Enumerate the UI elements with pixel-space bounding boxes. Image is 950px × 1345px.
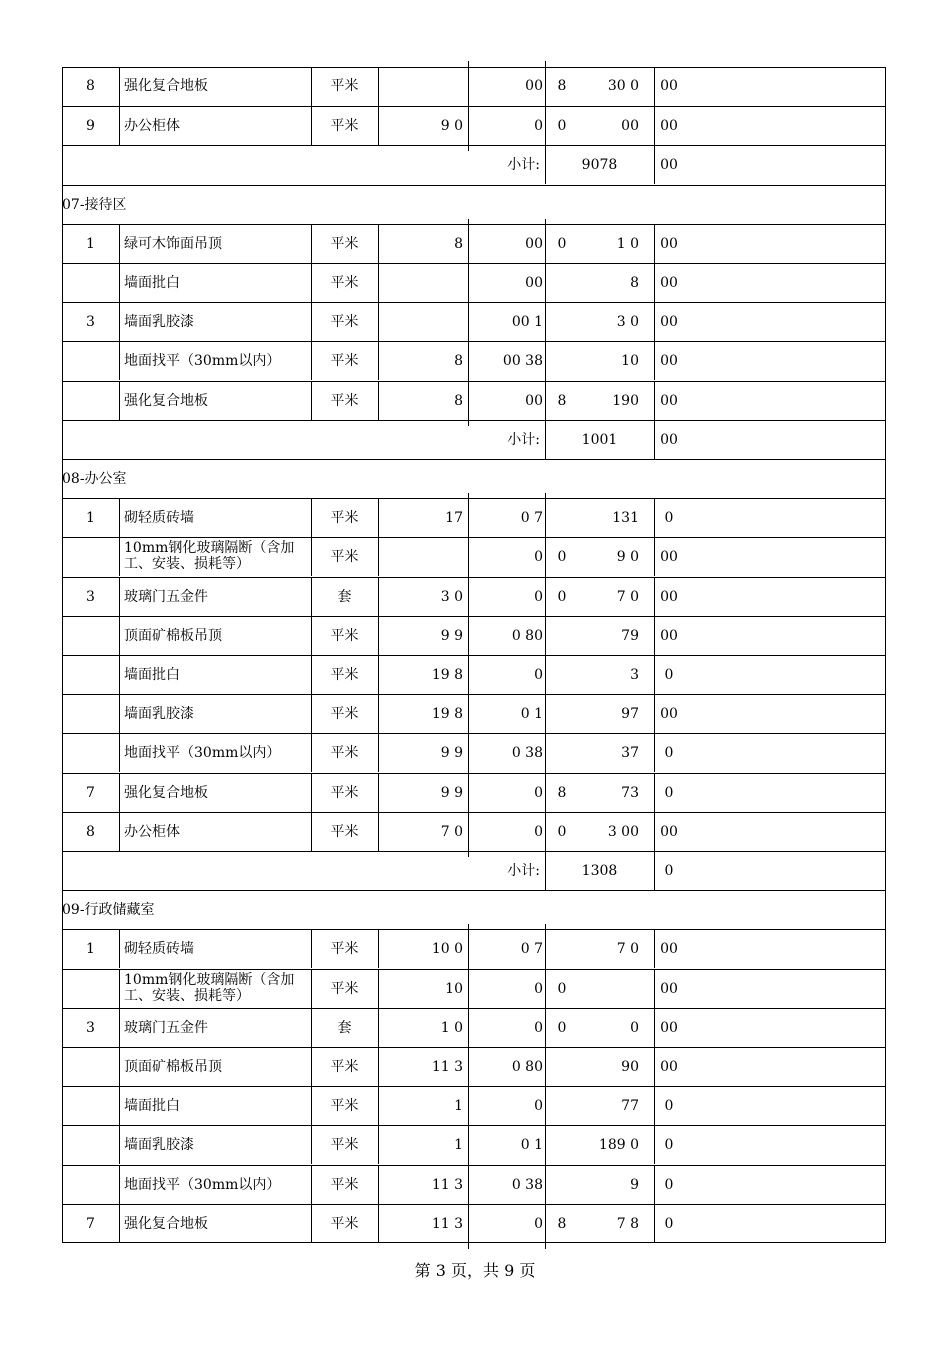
item-unit: 平米 (330, 1176, 359, 1193)
column-divider (654, 499, 655, 537)
item-amount (567, 970, 639, 1009)
item-unit: 平米 (330, 1098, 359, 1115)
column-divider (545, 807, 546, 857)
item-price-part: 0 (557, 823, 567, 840)
table-row (62, 969, 886, 1008)
column-divider (119, 499, 120, 537)
table-row (62, 1008, 886, 1047)
column-divider (119, 538, 120, 576)
item-unit-price: 0 (534, 118, 543, 135)
item-number: 7 (86, 784, 95, 801)
column-divider (468, 1199, 469, 1249)
item-unit-price: 00 (525, 235, 543, 252)
item-unit: 平米 (330, 980, 359, 997)
table-row (62, 1086, 886, 1125)
column-divider (654, 1087, 655, 1125)
item-unit-price: 0 38 (511, 745, 543, 762)
table-row (62, 537, 886, 576)
item-name: 强化复合地板 (124, 78, 208, 94)
item-name: 顶面矿棉板吊顶 (124, 1059, 222, 1075)
table-row (62, 655, 886, 694)
item-unit-price: 0 38 (511, 1176, 543, 1193)
item-unit: 平米 (330, 667, 359, 683)
item-quantity: 8 (454, 392, 463, 409)
item-unit: 平米 (330, 823, 359, 840)
item-cents: 00 (660, 353, 678, 370)
item-unit: 平米 (330, 1215, 359, 1232)
item-cents: 0 (664, 667, 674, 683)
table-row (62, 1047, 886, 1086)
item-amount: 3 0 (616, 314, 639, 331)
item-number (62, 1166, 119, 1205)
item-number (62, 1048, 119, 1087)
item-amount: 10 (621, 353, 639, 370)
item-name: 砌轻质砖墙 (124, 941, 194, 958)
column-divider (119, 1087, 120, 1125)
item-name: 强化复合地板 (124, 392, 208, 409)
column-divider (654, 695, 655, 733)
item-unit-price: 0 (534, 1215, 543, 1232)
column-divider (654, 656, 655, 694)
item-cents: 00 (660, 392, 678, 409)
column-divider (654, 1009, 655, 1047)
item-cents: 0 (664, 1215, 674, 1232)
item-cents: 0 (664, 745, 674, 762)
item-unit-price: 0 (534, 549, 543, 566)
item-quantity (378, 303, 463, 342)
table-row (62, 694, 886, 733)
item-name: 10mm钢化玻璃隔断（含加 (124, 971, 295, 988)
item-cents: 00 (660, 118, 678, 135)
column-divider (119, 107, 120, 145)
subtotal-amount: 1001 (581, 431, 618, 448)
item-number: 3 (86, 314, 95, 331)
item-amount: 97 (621, 706, 639, 723)
subtotal-row (62, 420, 886, 459)
item-price-part: 0 (557, 549, 567, 566)
item-name: 墙面乳胶漆 (124, 706, 194, 723)
item-name: 绿可木饰面吊顶 (124, 235, 222, 252)
item-number (62, 1126, 119, 1165)
item-unit: 平米 (330, 1059, 359, 1075)
page-footer: 第 3 页，共 9 页 (414, 1261, 536, 1280)
item-name: 10mm钢化玻璃隔断（含加 (124, 540, 295, 557)
subtotal-label: 小计: (507, 863, 540, 879)
item-number (62, 734, 119, 773)
item-cents: 00 (660, 275, 678, 291)
table-row (62, 302, 886, 341)
item-name: 墙面乳胶漆 (124, 314, 194, 331)
item-unit: 平米 (330, 235, 359, 252)
subtotal-row (62, 145, 886, 184)
column-divider (654, 382, 655, 420)
item-amount: 0 (630, 1019, 639, 1036)
item-cents: 00 (660, 78, 678, 94)
table-row (62, 106, 886, 145)
item-cents: 00 (660, 941, 678, 958)
column-divider (119, 695, 120, 733)
item-unit: 平米 (330, 1137, 359, 1154)
item-cents: 00 (660, 314, 678, 331)
section-row (62, 185, 886, 224)
subtotal-label: 小计: (507, 157, 540, 174)
column-divider (119, 342, 120, 380)
item-cents: 00 (660, 588, 678, 605)
item-cents: 0 (664, 784, 674, 801)
item-amount: 77 (621, 1098, 639, 1115)
item-quantity: 9 9 (440, 745, 463, 762)
item-amount: 9 (630, 1176, 639, 1193)
item-cents: 0 (664, 1176, 674, 1193)
column-divider (654, 342, 655, 380)
item-amount: 37 (621, 745, 639, 762)
item-price-part: 0 (557, 980, 567, 997)
subtotal-amount: 1308 (581, 863, 618, 879)
item-price-part: 0 (557, 235, 567, 252)
item-unit-price: 0 (534, 823, 543, 840)
table-row (62, 929, 886, 968)
column-divider (654, 538, 655, 576)
item-price-part: 8 (557, 784, 567, 801)
table-row (62, 733, 886, 772)
item-unit-price: 00 (525, 78, 543, 94)
column-divider (654, 1048, 655, 1086)
item-amount: 3 (630, 667, 639, 683)
item-amount: 00 (621, 118, 639, 135)
item-unit-price: 0 (534, 667, 543, 683)
column-divider (654, 578, 655, 616)
item-quantity (378, 538, 463, 577)
item-quantity: 8 (454, 235, 463, 252)
subtotal-amount: 9078 (581, 157, 618, 174)
table-row (62, 1165, 886, 1204)
item-amount: 73 (621, 784, 639, 801)
column-divider (654, 970, 655, 1008)
item-number (62, 970, 119, 1009)
item-quantity: 8 (454, 353, 463, 370)
table-row (62, 263, 886, 302)
item-cents: 0 (664, 1137, 674, 1154)
column-divider (119, 382, 120, 420)
item-number: 1 (86, 510, 95, 527)
column-divider (654, 617, 655, 655)
table-row (62, 224, 886, 263)
item-name: 地面找平（30mm以内） (124, 1176, 281, 1193)
column-divider (654, 1205, 655, 1243)
column-divider (468, 101, 469, 151)
item-number (62, 342, 119, 381)
subtotal-row (62, 851, 886, 890)
item-unit: 平米 (330, 78, 359, 94)
section-row (62, 459, 886, 498)
item-name: 玻璃门五金件 (124, 1019, 208, 1036)
item-price-part: 0 (557, 118, 567, 135)
item-amount: 90 (621, 1059, 639, 1075)
table-row (62, 577, 886, 616)
item-amount: 3 00 (607, 823, 639, 840)
column-divider (119, 67, 120, 106)
column-divider (119, 303, 120, 341)
column-divider (119, 734, 120, 772)
item-name: 强化复合地板 (124, 784, 208, 801)
item-number (62, 1087, 119, 1126)
item-number: 8 (86, 78, 95, 94)
item-quantity: 19 8 (431, 706, 463, 723)
table-row (62, 67, 886, 106)
item-name: 地面找平（30mm以内） (124, 745, 281, 762)
item-name: 办公柜体 (124, 823, 180, 840)
item-price-part: 0 (557, 1019, 567, 1036)
item-unit-price: 00 (525, 392, 543, 409)
item-unit-price: 0 (534, 784, 543, 801)
item-price-part: 8 (557, 392, 567, 409)
item-name: 办公柜体 (124, 118, 180, 135)
item-name: 墙面批白 (124, 1098, 180, 1115)
table-row (62, 498, 886, 537)
section-title: 08-办公室 (62, 471, 127, 487)
table-row (62, 341, 886, 380)
item-amount: 8 (630, 275, 639, 291)
column-divider (119, 970, 120, 1008)
item-unit: 平米 (330, 784, 359, 801)
item-quantity: 19 8 (431, 667, 463, 683)
column-divider (119, 1048, 120, 1086)
column-divider (119, 578, 120, 616)
item-unit-price: 0 1 (520, 1137, 543, 1154)
table-row (62, 1204, 886, 1243)
column-divider (654, 225, 655, 263)
item-amount: 190 (612, 392, 639, 409)
column-divider (468, 807, 469, 857)
item-name: 墙面乳胶漆 (124, 1137, 194, 1154)
item-number (62, 264, 119, 303)
table-row (62, 812, 886, 851)
item-quantity: 9 9 (440, 784, 463, 801)
subtotal-label: 小计: (507, 431, 540, 448)
item-unit-price: 00 1 (511, 314, 543, 331)
table-row (62, 1125, 886, 1164)
item-unit-price: 0 (534, 588, 543, 605)
item-number: 7 (86, 1215, 95, 1232)
item-unit-price: 0 (534, 1019, 543, 1036)
column-divider (654, 67, 655, 106)
column-divider (654, 1126, 655, 1164)
item-amount: 131 (612, 510, 639, 527)
item-name: 地面找平（30mm以内） (124, 353, 281, 370)
item-number: 3 (86, 1019, 95, 1036)
item-unit: 平米 (330, 745, 359, 762)
item-unit: 平米 (330, 353, 359, 370)
item-number (62, 382, 119, 421)
column-divider (654, 303, 655, 341)
item-number: 8 (86, 823, 95, 840)
section-title: 07-接待区 (62, 196, 127, 213)
section-row (62, 890, 886, 929)
item-amount: 30 0 (607, 78, 639, 94)
item-unit: 平米 (330, 941, 359, 958)
column-divider (545, 101, 546, 151)
item-unit-price: 0 80 (511, 627, 543, 644)
item-unit-price: 0 1 (520, 706, 543, 723)
column-divider (119, 1205, 120, 1243)
subtotal-cents: 00 (660, 431, 678, 448)
item-amount: 1 0 (616, 235, 639, 252)
subtotal-cents: 00 (660, 157, 678, 174)
item-quantity: 10 (445, 980, 463, 997)
item-unit: 套 (337, 588, 352, 605)
item-name: 砌轻质砖墙 (124, 510, 194, 527)
item-cents: 00 (660, 823, 678, 840)
item-cents: 00 (660, 706, 678, 723)
item-cents: 00 (660, 627, 678, 644)
column-divider (654, 813, 655, 851)
table-row (62, 381, 886, 420)
item-name-line2: 工、安装、损耗等） (124, 987, 250, 1004)
item-cents: 00 (660, 1019, 678, 1036)
item-name: 强化复合地板 (124, 1215, 208, 1232)
item-price-part: 8 (557, 1215, 567, 1232)
item-cents: 00 (660, 235, 678, 252)
item-quantity: 1 (454, 1098, 463, 1115)
item-quantity: 11 3 (431, 1176, 463, 1193)
column-divider (654, 734, 655, 772)
column-divider (119, 1166, 120, 1204)
item-unit-price: 0 (534, 980, 543, 997)
item-unit: 平米 (330, 275, 359, 291)
column-divider (119, 774, 120, 812)
item-price-part: 8 (557, 78, 567, 94)
item-amount: 79 (621, 627, 639, 644)
item-quantity: 17 (445, 510, 463, 527)
item-quantity: 9 0 (440, 118, 463, 135)
item-number: 1 (86, 235, 95, 252)
item-number (62, 617, 119, 656)
item-unit-price: 00 38 (502, 353, 543, 370)
item-number: 9 (86, 118, 95, 135)
column-divider (119, 225, 120, 263)
item-unit-price: 0 80 (511, 1059, 543, 1075)
item-number: 1 (86, 941, 95, 958)
item-amount: 7 0 (616, 588, 639, 605)
quotation-table (62, 67, 886, 1243)
column-divider (119, 617, 120, 655)
item-amount: 7 8 (616, 1215, 639, 1232)
item-number (62, 695, 119, 734)
item-cents: 00 (660, 1059, 678, 1075)
item-cents: 00 (660, 980, 678, 997)
item-quantity: 3 0 (440, 588, 463, 605)
column-divider (654, 264, 655, 302)
column-divider (119, 1009, 120, 1047)
item-unit: 平米 (330, 627, 359, 644)
column-divider (119, 264, 120, 302)
item-cents: 0 (664, 1098, 674, 1115)
item-quantity: 9 9 (440, 627, 463, 644)
item-price-part: 0 (557, 588, 567, 605)
column-divider (119, 1126, 120, 1164)
item-amount: 7 0 (616, 941, 639, 958)
item-quantity: 1 (454, 1137, 463, 1154)
item-quantity: 7 0 (440, 823, 463, 840)
column-divider (654, 774, 655, 812)
item-unit: 平米 (330, 706, 359, 723)
item-quantity: 10 0 (431, 941, 463, 958)
item-unit: 套 (337, 1019, 352, 1036)
item-quantity (378, 67, 463, 106)
item-amount: 9 0 (616, 549, 639, 566)
item-unit: 平米 (330, 510, 359, 527)
column-divider (119, 656, 120, 694)
item-unit: 平米 (330, 118, 359, 135)
column-divider (545, 376, 546, 426)
item-name: 墙面批白 (124, 667, 180, 683)
subtotal-cents: 0 (664, 863, 674, 879)
item-unit-price: 0 7 (520, 941, 543, 958)
item-quantity (378, 264, 463, 303)
column-divider (545, 1199, 546, 1249)
item-quantity: 1 0 (440, 1019, 463, 1036)
item-quantity: 11 3 (431, 1059, 463, 1075)
column-divider (654, 930, 655, 968)
section-title: 09-行政储藏室 (62, 902, 155, 919)
column-divider (654, 107, 655, 145)
item-quantity: 11 3 (431, 1215, 463, 1232)
item-name-line2: 工、安装、损耗等） (124, 556, 250, 573)
item-unit: 平米 (330, 549, 359, 566)
item-unit: 平米 (330, 392, 359, 409)
item-cents: 00 (660, 549, 678, 566)
table-row (62, 773, 886, 812)
item-unit: 平米 (330, 314, 359, 331)
item-number: 3 (86, 588, 95, 605)
item-name: 玻璃门五金件 (124, 588, 208, 605)
item-unit-price: 0 7 (520, 510, 543, 527)
item-amount: 189 0 (598, 1137, 639, 1154)
column-divider (119, 930, 120, 968)
item-unit-price: 00 (525, 275, 543, 291)
item-cents: 0 (664, 510, 674, 527)
item-number (62, 538, 119, 577)
item-name: 墙面批白 (124, 275, 180, 291)
table-row (62, 616, 886, 655)
column-divider (119, 813, 120, 851)
item-name: 顶面矿棉板吊顶 (124, 627, 222, 644)
item-number (62, 656, 119, 695)
column-divider (468, 376, 469, 426)
item-unit-price: 0 (534, 1098, 543, 1115)
column-divider (654, 1166, 655, 1204)
